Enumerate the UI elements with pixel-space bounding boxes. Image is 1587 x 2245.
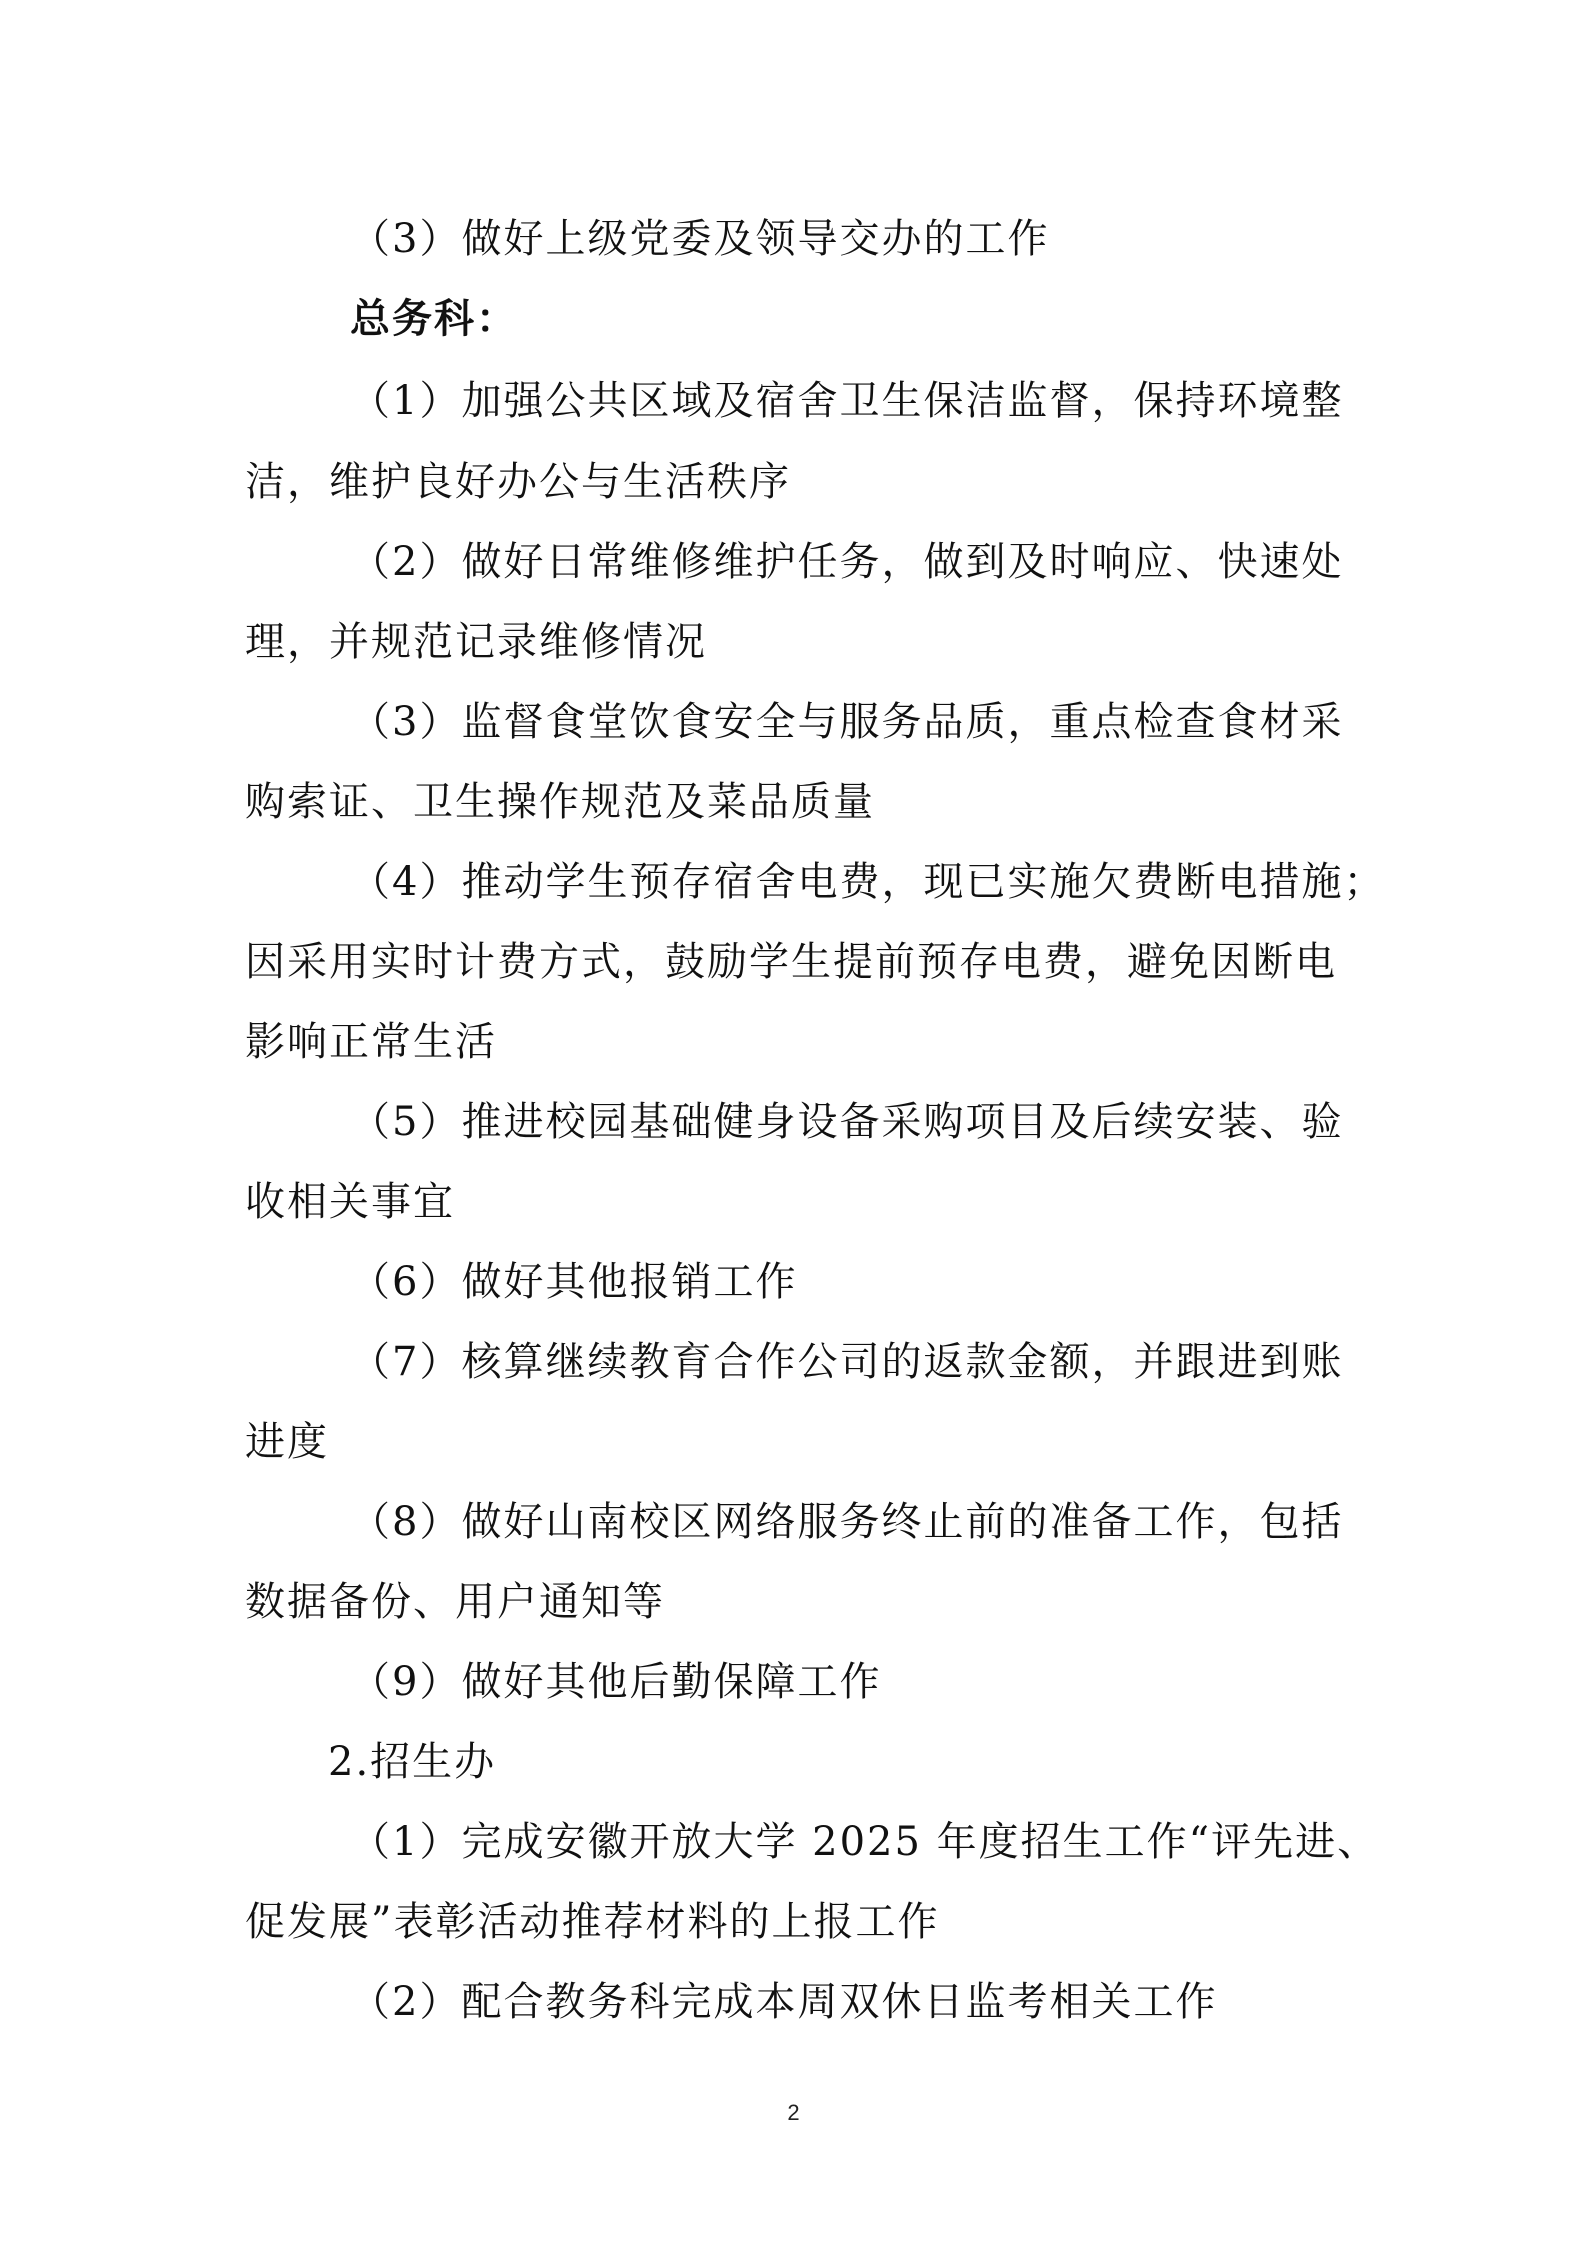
heading-admissions-office: 2.招生办 — [328, 1739, 497, 1785]
admissions-item-1-first-line: （1）完成安徽开放大学 2025 年度招生工作“评先进、 — [350, 1819, 1380, 1865]
item-3-first-line: （3）监督食堂饮食安全与服务品质，重点检查食材采 — [350, 699, 1344, 745]
item-4-continuation-1: 因采用实时计费方式，鼓励学生提前预存电费，避免因断电 — [245, 939, 1337, 985]
item-4-first-line: （4）推动学生预存宿舍电费，现已实施欠费断电措施； — [350, 859, 1386, 905]
item-8-first-line: （8）做好山南校区网络服务终止前的准备工作，包括 — [350, 1499, 1344, 1545]
page-number: 2 — [787, 2100, 800, 2125]
item-4-continuation-2: 影响正常生活 — [245, 1019, 497, 1065]
item-2-continuation: 理，并规范记录维修情况 — [245, 619, 707, 665]
item-7-first-line: （7）核算继续教育合作公司的返款金额，并跟进到账 — [350, 1339, 1344, 1385]
item-3-continuation: 购索证、卫生操作规范及菜品质量 — [245, 779, 875, 825]
heading-general-affairs: 总务科： — [350, 295, 518, 342]
item-7-continuation: 进度 — [245, 1419, 329, 1465]
admissions-item-1-continuation: 促发展”表彰活动推荐材料的上报工作 — [245, 1899, 940, 1945]
item-5-continuation: 收相关事宜 — [245, 1179, 455, 1225]
item-1-continuation: 洁，维护良好办公与生活秩序 — [245, 459, 791, 505]
item-6: （6）做好其他报销工作 — [350, 1259, 798, 1305]
item-9: （9）做好其他后勤保障工作 — [350, 1659, 882, 1705]
item-5-first-line: （5）推进校园基础健身设备采购项目及后续安装、验 — [350, 1099, 1344, 1145]
item-1-first-line: （1）加强公共区域及宿舍卫生保洁监督，保持环境整 — [350, 378, 1344, 424]
item-party-tasks: （3）做好上级党委及领导交办的工作 — [350, 216, 1050, 262]
item-2-first-line: （2）做好日常维修维护任务，做到及时响应、快速处 — [350, 539, 1344, 585]
admissions-item-2: （2）配合教务科完成本周双休日监考相关工作 — [350, 1979, 1218, 2025]
item-8-continuation: 数据备份、用户通知等 — [245, 1579, 665, 1625]
